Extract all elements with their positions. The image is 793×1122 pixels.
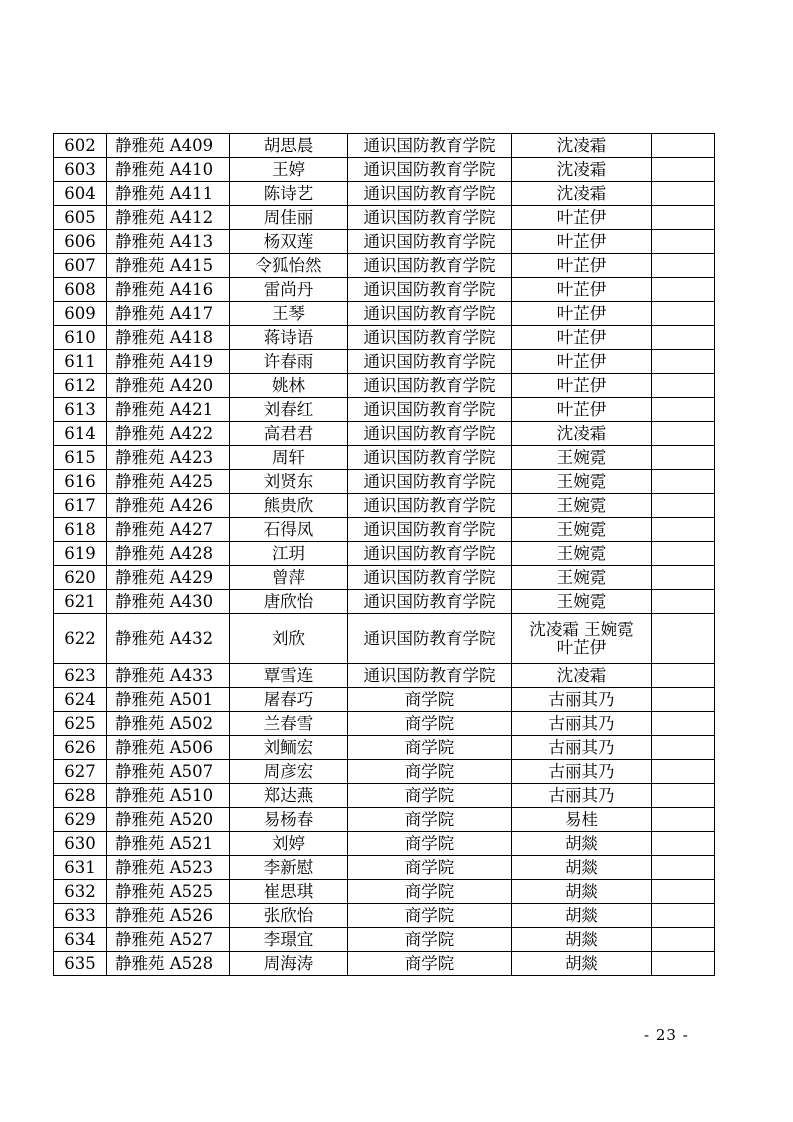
tutor-cell: [512, 614, 652, 664]
row-number-cell: 602: [54, 134, 107, 158]
tutor-cell: [512, 206, 652, 230]
dorm-room-cell: 静雅苑 A417: [107, 302, 230, 326]
table-row: [54, 904, 715, 928]
dorm-room-cell: 静雅苑 A420: [107, 374, 230, 398]
student-name-cell: 陈诗艺: [230, 182, 348, 206]
tutor-name: 叶芷伊: [556, 637, 607, 657]
tutor-name: 叶芷伊: [556, 231, 607, 251]
note-cell: [652, 590, 715, 614]
college-cell: 通识国防教育学院: [348, 302, 512, 326]
note-cell: [652, 952, 715, 976]
note-cell: [652, 566, 715, 590]
row-number-cell: 607: [54, 254, 107, 278]
tutor-name: 沈凌霜: [556, 423, 607, 443]
tutor-name: 王婉霓: [556, 567, 607, 587]
dorm-room-cell: 静雅苑 A525: [107, 880, 230, 904]
table-row: [54, 880, 715, 904]
note-cell: [652, 278, 715, 302]
tutor-name: 王婉霓: [556, 519, 607, 539]
row-number-cell: 605: [54, 206, 107, 230]
student-name-cell: 江玥: [230, 542, 348, 566]
row-number-cell: 622: [54, 614, 107, 664]
tutor-name: 胡燚: [565, 953, 598, 973]
row-number-cell: 624: [54, 688, 107, 712]
note-cell: [652, 904, 715, 928]
student-name-cell: 易杨春: [230, 808, 348, 832]
tutor-name: 古丽其乃: [548, 761, 615, 781]
note-cell: [652, 614, 715, 664]
student-name-cell: 令狐怡然: [230, 254, 348, 278]
college-cell: 商学院: [348, 712, 512, 736]
tutor-cell: [512, 158, 652, 182]
tutor-cell: [512, 398, 652, 422]
row-number-cell: 634: [54, 928, 107, 952]
table-row: [54, 614, 715, 664]
dorm-room-cell: 静雅苑 A429: [107, 566, 230, 590]
table-row: [54, 158, 715, 182]
dorm-room-cell: 静雅苑 A410: [107, 158, 230, 182]
dorm-room-cell: 静雅苑 A526: [107, 904, 230, 928]
note-cell: [652, 326, 715, 350]
note-cell: [652, 422, 715, 446]
dorm-room-cell: 静雅苑 A430: [107, 590, 230, 614]
row-number-cell: 614: [54, 422, 107, 446]
row-number-cell: 618: [54, 518, 107, 542]
student-name-cell: 王婷: [230, 158, 348, 182]
college-cell: 商学院: [348, 760, 512, 784]
college-cell: 通识国防教育学院: [348, 206, 512, 230]
row-number-cell: 625: [54, 712, 107, 736]
dorm-room-cell: 静雅苑 A425: [107, 470, 230, 494]
dorm-room-cell: 静雅苑 A432: [107, 614, 230, 664]
tutor-name: 叶芷伊: [556, 279, 607, 299]
tutor-name: 沈凌霜 王婉霓: [529, 619, 634, 639]
student-name-cell: 刘婷: [230, 832, 348, 856]
table-row: [54, 856, 715, 880]
student-name-cell: 郑达燕: [230, 784, 348, 808]
college-cell: 通识国防教育学院: [348, 254, 512, 278]
dorm-room-cell: 静雅苑 A423: [107, 446, 230, 470]
student-name-cell: 兰春雪: [230, 712, 348, 736]
college-cell: 通识国防教育学院: [348, 614, 512, 664]
tutor-cell: [512, 590, 652, 614]
student-name-cell: 雷尚丹: [230, 278, 348, 302]
dorm-room-cell: 静雅苑 A507: [107, 760, 230, 784]
table-row: [54, 182, 715, 206]
row-number-cell: 610: [54, 326, 107, 350]
table-row: [54, 446, 715, 470]
note-cell: [652, 518, 715, 542]
dorm-room-cell: 静雅苑 A428: [107, 542, 230, 566]
note-cell: [652, 350, 715, 374]
tutor-name: 王婉霓: [556, 543, 607, 563]
tutor-name: 胡燚: [565, 905, 598, 925]
table-row: [54, 326, 715, 350]
college-cell: 商学院: [348, 832, 512, 856]
tutor-cell: [512, 182, 652, 206]
row-number-cell: 616: [54, 470, 107, 494]
row-number-cell: 613: [54, 398, 107, 422]
student-name-cell: 崔思琪: [230, 880, 348, 904]
college-cell: 通识国防教育学院: [348, 566, 512, 590]
student-name-cell: 刘贤东: [230, 470, 348, 494]
note-cell: [652, 712, 715, 736]
student-name-cell: 周轩: [230, 446, 348, 470]
tutor-name: 沈凌霜: [556, 159, 607, 179]
tutor-name: 胡燚: [565, 857, 598, 877]
college-cell: 通识国防教育学院: [348, 158, 512, 182]
table-row: [54, 470, 715, 494]
college-cell: 商学院: [348, 784, 512, 808]
dormitory-roster-table: [53, 133, 715, 976]
college-cell: 通识国防教育学院: [348, 590, 512, 614]
tutor-cell: [512, 566, 652, 590]
note-cell: [652, 928, 715, 952]
tutor-name: 王婉霓: [556, 447, 607, 467]
note-cell: [652, 206, 715, 230]
college-cell: 通识国防教育学院: [348, 326, 512, 350]
dorm-room-cell: 静雅苑 A426: [107, 494, 230, 518]
row-number-cell: 611: [54, 350, 107, 374]
tutor-name: 叶芷伊: [556, 327, 607, 347]
table-row: [54, 542, 715, 566]
tutor-name: 古丽其乃: [548, 713, 615, 733]
tutor-name: 易桂: [565, 809, 598, 829]
row-number-cell: 635: [54, 952, 107, 976]
table-row: [54, 664, 715, 688]
student-name-cell: 唐欣怡: [230, 590, 348, 614]
dorm-room-cell: 静雅苑 A528: [107, 952, 230, 976]
college-cell: 通识国防教育学院: [348, 518, 512, 542]
table-row: [54, 230, 715, 254]
tutor-cell: [512, 808, 652, 832]
college-cell: 商学院: [348, 904, 512, 928]
tutor-cell: [512, 712, 652, 736]
row-number-cell: 615: [54, 446, 107, 470]
tutor-cell: [512, 470, 652, 494]
table-row: [54, 398, 715, 422]
row-number-cell: 619: [54, 542, 107, 566]
table-row: [54, 254, 715, 278]
dorm-room-cell: 静雅苑 A416: [107, 278, 230, 302]
tutor-cell: [512, 278, 652, 302]
table-row: [54, 784, 715, 808]
tutor-cell: [512, 688, 652, 712]
dorm-room-cell: 静雅苑 A510: [107, 784, 230, 808]
row-number-cell: 603: [54, 158, 107, 182]
tutor-cell: [512, 928, 652, 952]
note-cell: [652, 374, 715, 398]
note-cell: [652, 182, 715, 206]
dorm-room-cell: 静雅苑 A527: [107, 928, 230, 952]
row-number-cell: 630: [54, 832, 107, 856]
tutor-name: 古丽其乃: [548, 689, 615, 709]
table-row: [54, 206, 715, 230]
row-number-cell: 633: [54, 904, 107, 928]
dorm-room-cell: 静雅苑 A502: [107, 712, 230, 736]
dorm-room-cell: 静雅苑 A520: [107, 808, 230, 832]
student-name-cell: 石得凤: [230, 518, 348, 542]
table-row: [54, 832, 715, 856]
row-number-cell: 632: [54, 880, 107, 904]
note-cell: [652, 398, 715, 422]
table-row: [54, 134, 715, 158]
table-row: [54, 422, 715, 446]
row-number-cell: 608: [54, 278, 107, 302]
table-row: [54, 590, 715, 614]
note-cell: [652, 736, 715, 760]
tutor-cell: [512, 374, 652, 398]
tutor-name: 古丽其乃: [548, 785, 615, 805]
student-name-cell: 覃雪连: [230, 664, 348, 688]
tutor-cell: [512, 952, 652, 976]
tutor-cell: [512, 302, 652, 326]
tutor-cell: [512, 350, 652, 374]
row-number-cell: 629: [54, 808, 107, 832]
tutor-name: 叶芷伊: [556, 255, 607, 275]
dorm-room-cell: 静雅苑 A418: [107, 326, 230, 350]
college-cell: 通识国防教育学院: [348, 398, 512, 422]
tutor-cell: [512, 664, 652, 688]
college-cell: 商学院: [348, 952, 512, 976]
dorm-room-cell: 静雅苑 A501: [107, 688, 230, 712]
student-name-cell: 熊贵欣: [230, 494, 348, 518]
table-row: [54, 808, 715, 832]
dorm-room-cell: 静雅苑 A413: [107, 230, 230, 254]
dorm-room-cell: 静雅苑 A427: [107, 518, 230, 542]
college-cell: 通识国防教育学院: [348, 542, 512, 566]
note-cell: [652, 494, 715, 518]
note-cell: [652, 760, 715, 784]
student-name-cell: 蒋诗语: [230, 326, 348, 350]
note-cell: [652, 542, 715, 566]
dorm-room-cell: 静雅苑 A506: [107, 736, 230, 760]
row-number-cell: 621: [54, 590, 107, 614]
note-cell: [652, 832, 715, 856]
college-cell: 商学院: [348, 856, 512, 880]
dorm-room-cell: 静雅苑 A411: [107, 182, 230, 206]
roster-body: [54, 134, 715, 976]
dorm-room-cell: 静雅苑 A415: [107, 254, 230, 278]
tutor-cell: [512, 230, 652, 254]
tutor-name: 叶芷伊: [556, 207, 607, 227]
tutor-name: 沈凌霜: [556, 135, 607, 155]
dorm-room-cell: 静雅苑 A422: [107, 422, 230, 446]
table-row: [54, 566, 715, 590]
tutor-name: 沈凌霜: [556, 183, 607, 203]
tutor-name: 叶芷伊: [556, 303, 607, 323]
row-number-cell: 631: [54, 856, 107, 880]
table-row: [54, 494, 715, 518]
tutor-cell: [512, 880, 652, 904]
tutor-cell: [512, 446, 652, 470]
college-cell: 通识国防教育学院: [348, 350, 512, 374]
row-number-cell: 606: [54, 230, 107, 254]
row-number-cell: 626: [54, 736, 107, 760]
tutor-name: 叶芷伊: [556, 375, 607, 395]
student-name-cell: 刘鲕宏: [230, 736, 348, 760]
student-name-cell: 曾萍: [230, 566, 348, 590]
student-name-cell: 周佳丽: [230, 206, 348, 230]
table-row: [54, 928, 715, 952]
note-cell: [652, 784, 715, 808]
college-cell: 通识国防教育学院: [348, 134, 512, 158]
table-row: [54, 736, 715, 760]
student-name-cell: 胡思晨: [230, 134, 348, 158]
table-row: [54, 302, 715, 326]
college-cell: 商学院: [348, 808, 512, 832]
dorm-room-cell: 静雅苑 A412: [107, 206, 230, 230]
note-cell: [652, 856, 715, 880]
tutor-name: 沈凌霜: [556, 665, 607, 685]
note-cell: [652, 254, 715, 278]
student-name-cell: 杨双莲: [230, 230, 348, 254]
row-number-cell: 623: [54, 664, 107, 688]
table-row: [54, 952, 715, 976]
student-name-cell: 周彦宏: [230, 760, 348, 784]
student-name-cell: 李新慰: [230, 856, 348, 880]
tutor-cell: [512, 736, 652, 760]
tutor-cell: [512, 134, 652, 158]
row-number-cell: 604: [54, 182, 107, 206]
dorm-room-cell: 静雅苑 A419: [107, 350, 230, 374]
note-cell: [652, 302, 715, 326]
college-cell: 通识国防教育学院: [348, 664, 512, 688]
college-cell: 商学院: [348, 928, 512, 952]
college-cell: 商学院: [348, 736, 512, 760]
tutor-cell: [512, 856, 652, 880]
note-cell: [652, 230, 715, 254]
tutor-cell: [512, 760, 652, 784]
college-cell: 商学院: [348, 688, 512, 712]
note-cell: [652, 470, 715, 494]
dorm-room-cell: 静雅苑 A521: [107, 832, 230, 856]
row-number-cell: 620: [54, 566, 107, 590]
table-row: [54, 518, 715, 542]
table-row: [54, 712, 715, 736]
college-cell: 通识国防教育学院: [348, 470, 512, 494]
note-cell: [652, 880, 715, 904]
dorm-room-cell: 静雅苑 A433: [107, 664, 230, 688]
row-number-cell: 609: [54, 302, 107, 326]
student-name-cell: 周海涛: [230, 952, 348, 976]
tutor-name: 古丽其乃: [548, 737, 615, 757]
tutor-cell: [512, 784, 652, 808]
tutor-name: 叶芷伊: [556, 399, 607, 419]
page-number: - 23 -: [644, 1026, 689, 1044]
table-row: [54, 688, 715, 712]
tutor-name: 叶芷伊: [556, 351, 607, 371]
table-row: [54, 374, 715, 398]
student-name-cell: 刘春红: [230, 398, 348, 422]
note-cell: [652, 134, 715, 158]
college-cell: 通识国防教育学院: [348, 374, 512, 398]
student-name-cell: 许春雨: [230, 350, 348, 374]
tutor-cell: [512, 422, 652, 446]
note-cell: [652, 158, 715, 182]
tutor-name: 王婉霓: [556, 591, 607, 611]
tutor-name: 胡燚: [565, 881, 598, 901]
tutor-cell: [512, 542, 652, 566]
tutor-name: 王婉霓: [556, 495, 607, 515]
row-number-cell: 612: [54, 374, 107, 398]
student-name-cell: 李璟宜: [230, 928, 348, 952]
college-cell: 通识国防教育学院: [348, 422, 512, 446]
college-cell: 通识国防教育学院: [348, 446, 512, 470]
tutor-name: 胡燚: [565, 833, 598, 853]
row-number-cell: 617: [54, 494, 107, 518]
table-row: [54, 278, 715, 302]
college-cell: 商学院: [348, 880, 512, 904]
college-cell: 通识国防教育学院: [348, 182, 512, 206]
student-name-cell: 高君君: [230, 422, 348, 446]
dorm-room-cell: 静雅苑 A523: [107, 856, 230, 880]
student-name-cell: 王琴: [230, 302, 348, 326]
table-row: [54, 760, 715, 784]
student-name-cell: 姚林: [230, 374, 348, 398]
note-cell: [652, 808, 715, 832]
tutor-cell: [512, 254, 652, 278]
tutor-name: 胡燚: [565, 929, 598, 949]
college-cell: 通识国防教育学院: [348, 494, 512, 518]
note-cell: [652, 688, 715, 712]
tutor-name: 王婉霓: [556, 471, 607, 491]
row-number-cell: 628: [54, 784, 107, 808]
dorm-room-cell: 静雅苑 A409: [107, 134, 230, 158]
row-number-cell: 627: [54, 760, 107, 784]
college-cell: 通识国防教育学院: [348, 278, 512, 302]
tutor-cell: [512, 832, 652, 856]
note-cell: [652, 446, 715, 470]
tutor-cell: [512, 904, 652, 928]
table-row: [54, 350, 715, 374]
note-cell: [652, 664, 715, 688]
tutor-cell: [512, 518, 652, 542]
dorm-room-cell: 静雅苑 A421: [107, 398, 230, 422]
student-name-cell: 刘欣: [230, 614, 348, 664]
student-name-cell: 屠春巧: [230, 688, 348, 712]
tutor-cell: [512, 326, 652, 350]
tutor-cell: [512, 494, 652, 518]
college-cell: 通识国防教育学院: [348, 230, 512, 254]
student-name-cell: 张欣怡: [230, 904, 348, 928]
